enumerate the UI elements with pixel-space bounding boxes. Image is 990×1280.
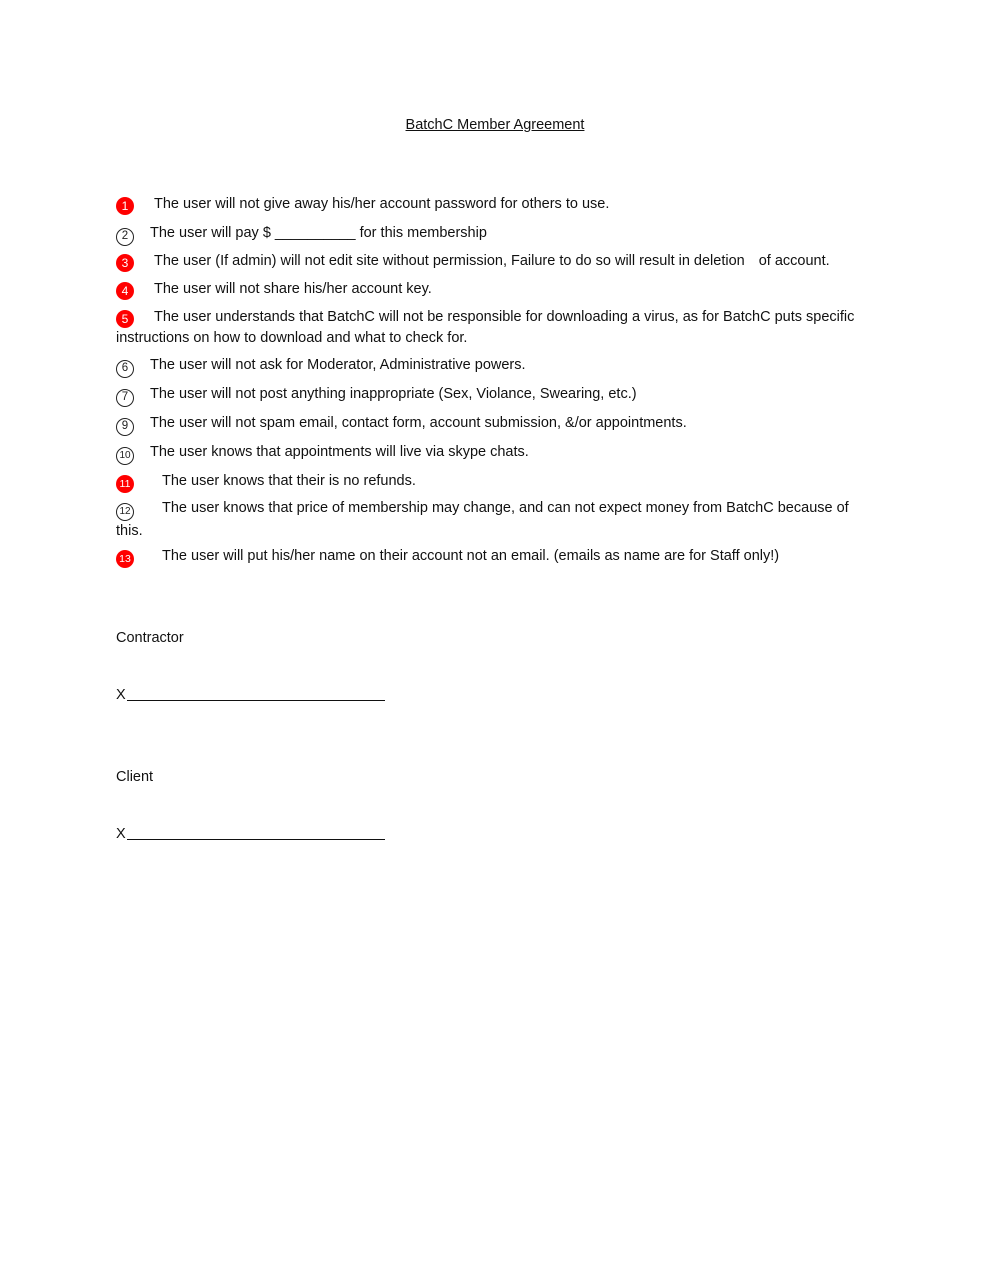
bullet-marker: 7 (116, 389, 134, 407)
list-item (116, 223, 872, 246)
list-item (116, 384, 872, 407)
item-text: The user understands that BatchC will not be responsible for downloading a virus, as for BatchC puts specific instructions on how to download and what to check for. (116, 309, 855, 346)
item-text: The user knows that appointments will live via skype chats. (150, 444, 529, 460)
list-item (116, 251, 872, 272)
item-text: The user will pay $ __________ for this membership (150, 225, 487, 241)
item-text: The user will not ask for Moderator, Administrative powers. (150, 357, 526, 373)
item-text: The user will not share his/her account key. (154, 281, 432, 297)
list-item (116, 442, 872, 465)
list-item (116, 355, 872, 378)
client-label: Client (116, 769, 154, 785)
signature-prefix: X (116, 826, 126, 842)
client-signature-line[interactable] (116, 825, 385, 842)
list-item (116, 194, 872, 215)
bullet-marker: 10 (116, 447, 134, 465)
bullet-marker: 1 (116, 197, 134, 215)
list-item (116, 546, 872, 568)
item-text: The user knows that price of membership may change, and can not expect money from BatchC because of this. (116, 500, 849, 539)
item-text: The user will not post anything inappropriate (Sex, Violance, Swearing, etc.) (150, 386, 637, 402)
bullet-marker: 11 (116, 475, 134, 493)
signature-rule (127, 686, 385, 701)
signature-rule (127, 825, 385, 840)
bullet-marker: 5 (116, 310, 134, 328)
signature-prefix: X (116, 687, 126, 703)
item-text: The user (If admin) will not edit site without permission, Failure to do so will result in deletion (154, 253, 745, 269)
list-item (116, 307, 872, 348)
list-item (116, 471, 872, 493)
bullet-marker: 3 (116, 254, 134, 272)
item-text-continued: of account. (758, 253, 830, 269)
item-text: The user will not give away his/her account password for others to use. (154, 196, 610, 212)
item-text: The user knows that their is no refunds. (162, 473, 416, 489)
list-item (116, 498, 872, 541)
contractor-label: Contractor (116, 630, 184, 646)
item-text: The user will not spam email, contact form, account submission, &/or appointments. (150, 415, 687, 431)
bullet-marker: 6 (116, 360, 134, 378)
list-item (116, 413, 872, 436)
bullet-marker: 9 (116, 418, 134, 436)
document-title: BatchC Member Agreement (405, 117, 585, 133)
bullet-marker: 4 (116, 282, 134, 300)
bullet-marker: 13 (116, 550, 134, 568)
list-item (116, 279, 872, 300)
bullet-marker: 12 (116, 503, 134, 521)
contractor-signature-line[interactable] (116, 686, 385, 703)
item-text: The user will put his/her name on their account not an email. (emails as name are for Staff only!) (162, 548, 780, 564)
bullet-marker: 2 (116, 228, 134, 246)
